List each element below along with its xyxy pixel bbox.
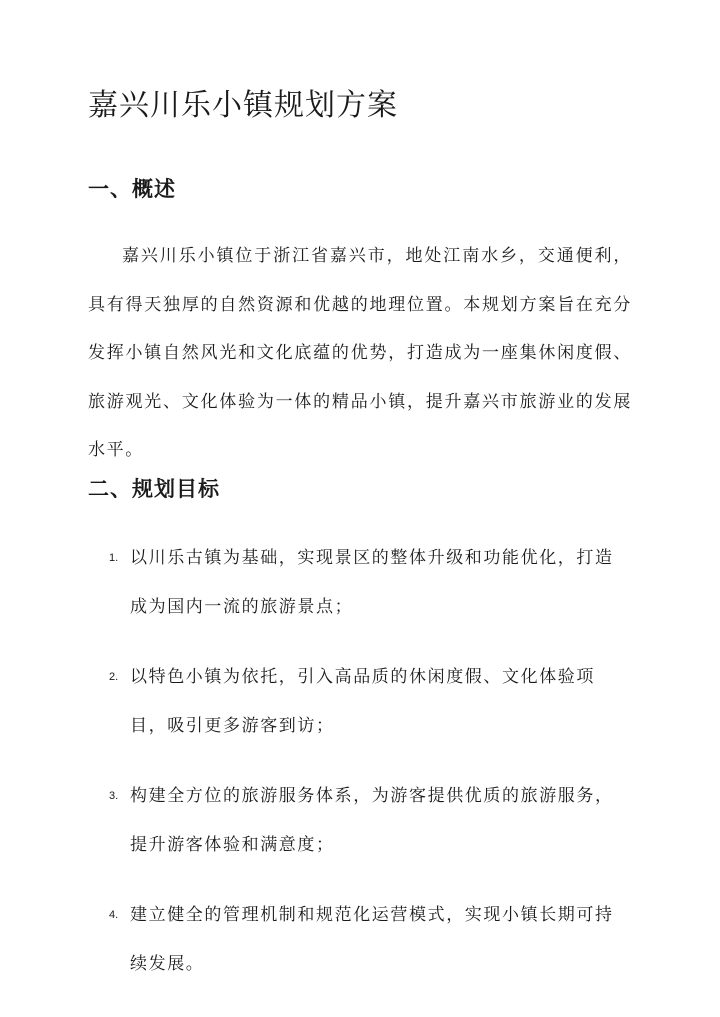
- list-item: [88, 534, 632, 631]
- list-item: [88, 653, 632, 750]
- section-heading-goals: 二、规划目标: [88, 476, 220, 501]
- list-item-number: 1.: [109, 552, 119, 564]
- list-item-number: 2.: [109, 671, 119, 683]
- goals-list: [88, 534, 632, 1010]
- page-title: 嘉兴川乐小镇规划方案: [88, 88, 398, 123]
- list-item-text: 以特色小镇为依托，引入高品质的休闲度假、文化体验项目，吸引更多游客到访；: [130, 667, 595, 736]
- list-item: [88, 891, 632, 988]
- section-heading-overview: 一、概述: [88, 176, 176, 201]
- list-item-text: 构建全方位的旅游服务体系，为游客提供优质的旅游服务，提升游客体验和满意度；: [130, 786, 614, 855]
- list-item-number: 3.: [109, 790, 119, 802]
- list-item-text: 以川乐古镇为基础，实现景区的整体升级和功能优化，打造成为国内一流的旅游景点；: [130, 548, 614, 617]
- list-item: [88, 772, 632, 869]
- list-item-number: 4.: [109, 909, 119, 921]
- overview-paragraph: 嘉兴川乐小镇位于浙江省嘉兴市，地处江南水乡，交通便利，具有得天独厚的自然资源和优越的地理位置。本规划方案旨在充分发挥小镇自然风光和文化底蕴的优势，打造成为一座集休闲度假、旅游观光、文化体验为一体的精品小镇，提升嘉兴市旅游业的发展水平。: [88, 246, 632, 460]
- list-item-text: 建立健全的管理机制和规范化运营模式，实现小镇长期可持续发展。: [130, 905, 614, 974]
